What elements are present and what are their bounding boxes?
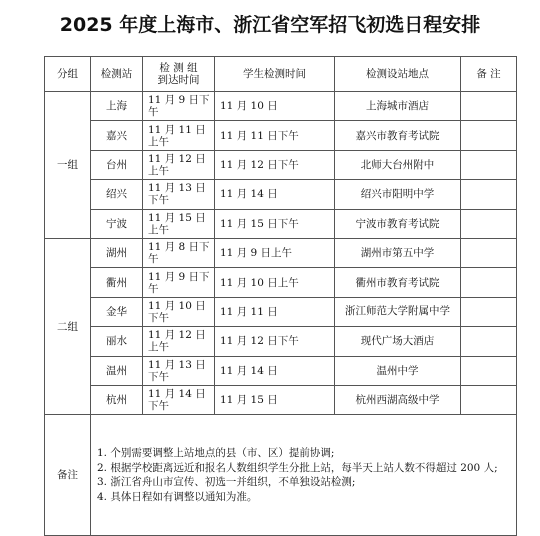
test-time-cell: 11 月 14 日 <box>215 180 335 209</box>
table-row <box>45 150 517 179</box>
station-cell: 宁波 <box>91 209 143 238</box>
remark-cell <box>461 297 517 326</box>
test-time-cell: 11 月 10 日 <box>215 92 335 121</box>
remark-cell <box>461 268 517 297</box>
table-row <box>45 238 517 267</box>
station-cell: 金华 <box>91 297 143 326</box>
venue-cell: 嘉兴市教育考试院 <box>335 121 461 150</box>
header-test-time: 学生检测时间 <box>215 57 335 92</box>
arrival-cell: 11 月 13 日下午 <box>143 180 215 209</box>
venue-cell: 上海城市酒店 <box>335 92 461 121</box>
station-cell: 丽水 <box>91 327 143 356</box>
station-cell: 湖州 <box>91 238 143 267</box>
station-cell: 温州 <box>91 356 143 385</box>
venue-cell: 宁波市教育考试院 <box>335 209 461 238</box>
venue-cell: 北师大台州附中 <box>335 150 461 179</box>
station-cell: 杭州 <box>91 385 143 414</box>
remark-cell <box>461 238 517 267</box>
remark-cell <box>461 209 517 238</box>
arrival-cell: 11 月 12 日上午 <box>143 150 215 179</box>
venue-cell: 浙江师范大学附属中学 <box>335 297 461 326</box>
table-row <box>45 356 517 385</box>
venue-cell: 湖州市第五中学 <box>335 238 461 267</box>
remark-cell <box>461 327 517 356</box>
arrival-cell: 11 月 9 日下午 <box>143 92 215 121</box>
table-row <box>45 92 517 121</box>
note-item: 1. 个别需要调整上站地点的县（市、区）提前协调; <box>97 447 335 460</box>
arrival-cell: 11 月 9 日下午 <box>143 268 215 297</box>
remark-cell <box>461 121 517 150</box>
arrival-cell: 11 月 14 日下午 <box>143 385 215 414</box>
test-time-cell: 11 月 14 日 <box>215 356 335 385</box>
header-arrival: 检 测 组 到达时间 <box>143 57 215 92</box>
group-label: 一组 <box>45 92 91 239</box>
notes-row <box>45 415 517 536</box>
station-cell: 衢州 <box>91 268 143 297</box>
venue-cell: 现代广场大酒店 <box>335 327 461 356</box>
table-row <box>45 327 517 356</box>
test-time-cell: 11 月 9 日上午 <box>215 238 335 267</box>
test-time-cell: 11 月 15 日下午 <box>215 209 335 238</box>
schedule-table <box>44 56 517 536</box>
table-row <box>45 297 517 326</box>
arrival-cell: 11 月 15 日上午 <box>143 209 215 238</box>
page-title: 2025 年度上海市、浙江省空军招飞初选日程安排 <box>59 14 481 36</box>
header-remark: 备 注 <box>461 57 517 92</box>
table-row <box>45 209 517 238</box>
header-venue: 检测设站地点 <box>335 57 461 92</box>
test-time-cell: 11 月 11 日下午 <box>215 121 335 150</box>
venue-cell: 杭州西湖高级中学 <box>335 385 461 414</box>
arrival-cell: 11 月 13 日下午 <box>143 356 215 385</box>
station-cell: 上海 <box>91 92 143 121</box>
remark-cell <box>461 92 517 121</box>
remark-cell <box>461 150 517 179</box>
test-time-cell: 11 月 12 日下午 <box>215 327 335 356</box>
table-row <box>45 121 517 150</box>
test-time-cell: 11 月 15 日 <box>215 385 335 414</box>
notes-content <box>91 415 517 536</box>
table-row <box>45 180 517 209</box>
remark-cell <box>461 180 517 209</box>
header-row <box>45 57 517 92</box>
note-item: 2. 根据学校距离远近和报名人数组织学生分批上站，每半天上站人数不得超过 200 人; <box>97 461 498 474</box>
group-label: 二组 <box>45 238 91 414</box>
header-group: 分组 <box>45 57 91 92</box>
test-time-cell: 11 月 10 日上午 <box>215 268 335 297</box>
venue-cell: 衢州市教育考试院 <box>335 268 461 297</box>
note-item: 3. 浙江省舟山市宣传、初选一并组织，不单独设站检测; <box>97 476 356 489</box>
notes-label: 备注 <box>45 415 91 536</box>
table-row <box>45 268 517 297</box>
remark-cell <box>461 385 517 414</box>
venue-cell: 温州中学 <box>335 356 461 385</box>
header-station: 检测站 <box>91 57 143 92</box>
station-cell: 台州 <box>91 150 143 179</box>
arrival-cell: 11 月 10 日下午 <box>143 297 215 326</box>
arrival-cell: 11 月 12 日上午 <box>143 327 215 356</box>
arrival-cell: 11 月 8 日下午 <box>143 238 215 267</box>
station-cell: 嘉兴 <box>91 121 143 150</box>
test-time-cell: 11 月 11 日 <box>215 297 335 326</box>
remark-cell <box>461 356 517 385</box>
table-row <box>45 385 517 414</box>
arrival-cell: 11 月 11 日上午 <box>143 121 215 150</box>
station-cell: 绍兴 <box>91 180 143 209</box>
note-item: 4. 具体日程如有调整以通知为准。 <box>97 490 258 503</box>
test-time-cell: 11 月 12 日下午 <box>215 150 335 179</box>
venue-cell: 绍兴市阳明中学 <box>335 180 461 209</box>
